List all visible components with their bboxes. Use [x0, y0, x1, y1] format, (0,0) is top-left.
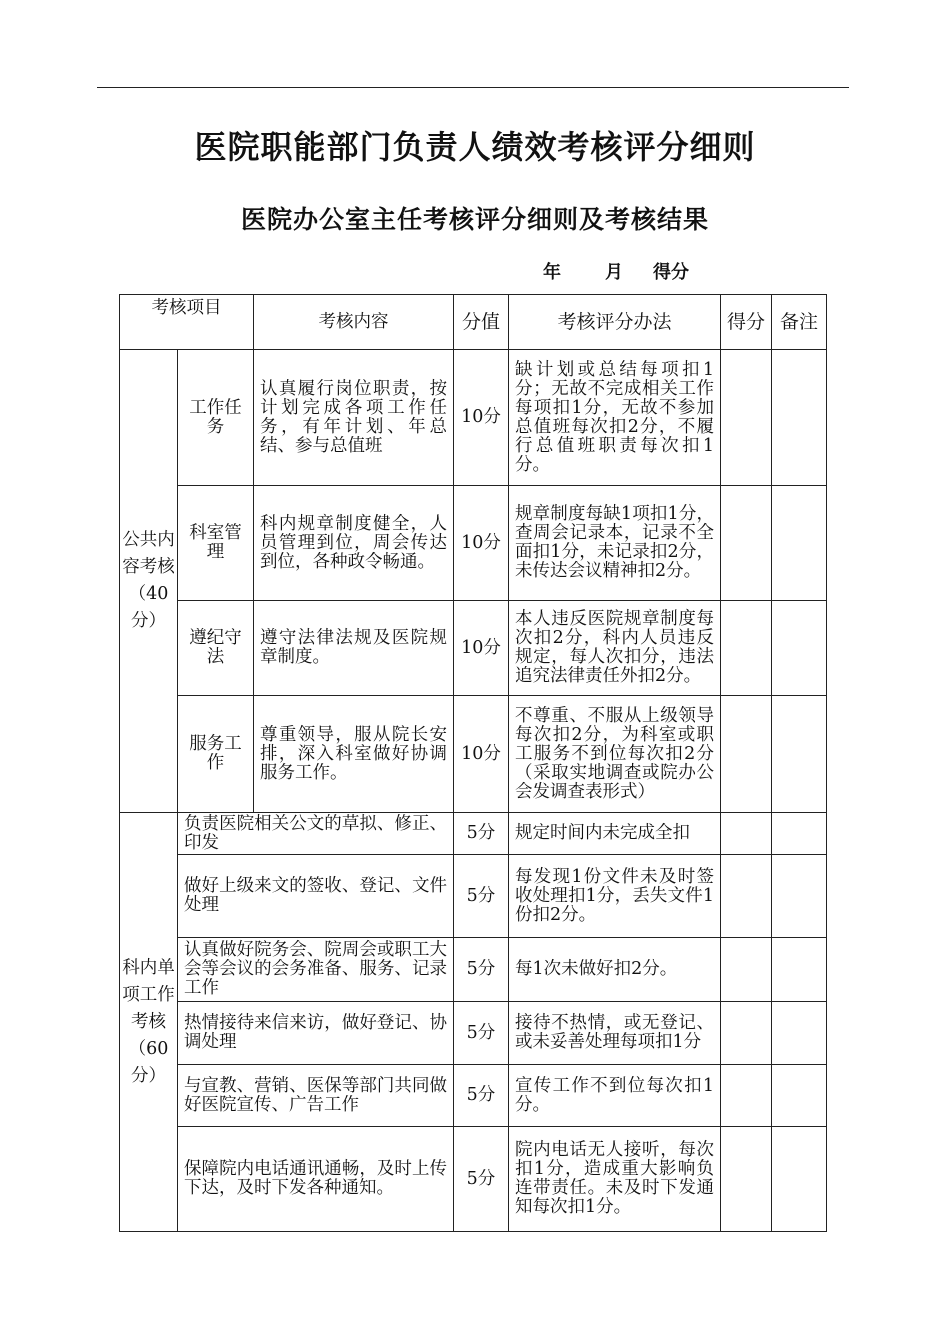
content-cell: 做好上级来文的签收、登记、文件处理: [178, 855, 454, 938]
sub-item: 工作任务: [178, 350, 254, 486]
got-cell: [721, 350, 772, 486]
remark-cell: [772, 601, 827, 696]
method-cell: 不尊重、不服从上级领导每次扣2分，为科室或职工服务不到位每次扣2分（采取实地调查或院办公会发调查表形式）: [509, 696, 721, 813]
table-header-row: [120, 295, 827, 350]
content-cell: 尊重领导，服从院长安排，深入科室做好协调服务工作。: [254, 696, 454, 813]
remark-cell: [772, 813, 827, 855]
table-row: [120, 696, 827, 813]
content-cell: 认真做好院务会、院周会或职工大会等会议的会务准备、服务、记录工作: [178, 938, 454, 1002]
value-cell: 5分: [454, 1065, 509, 1127]
content-cell: 认真履行岗位职责，按计划完成各项工作任务，有年计划、年总结、参与总值班: [254, 350, 454, 486]
got-cell: [721, 601, 772, 696]
remark-cell: [772, 696, 827, 813]
remark-cell: [772, 938, 827, 1002]
score-label: 得分: [653, 262, 689, 283]
method-cell: 院内电话无人接听，每次扣1分，造成重大影响负连带责任。未及时下发通知每次扣1分。: [509, 1127, 721, 1232]
page-title: 医院职能部门负责人绩效考核评分细则: [194, 128, 756, 166]
remark-cell: [772, 350, 827, 486]
value-cell: 5分: [454, 1002, 509, 1065]
got-cell: [721, 1127, 772, 1232]
evaluation-table: [119, 294, 827, 1232]
value-cell: 5分: [454, 938, 509, 1002]
sub-item: 服务工作: [178, 696, 254, 813]
method-cell: 规章制度每缺1项扣1分，查周会记录本，记录不全面扣1分，未记录扣2分，未传达会议精神扣2分。: [509, 486, 721, 601]
method-cell: 规定时间内未完成全扣: [509, 813, 721, 855]
sub-item: 科室管理: [178, 486, 254, 601]
month-label: 月: [605, 262, 623, 283]
got-cell: [721, 1065, 772, 1127]
got-cell: [721, 486, 772, 601]
content-cell: 与宣教、营销、医保等部门共同做好医院宣传、广告工作: [178, 1065, 454, 1127]
table-row: [120, 855, 827, 938]
value-cell: 5分: [454, 813, 509, 855]
date-score-line: [543, 258, 689, 284]
table-row: [120, 1065, 827, 1127]
method-cell: 缺计划或总结每项扣1分；无故不完成相关工作每项扣1分，无故不参加总值班每次扣2分，不履行总值班职责每次扣1分。: [509, 350, 721, 486]
got-cell: [721, 938, 772, 1002]
remark-cell: [772, 486, 827, 601]
method-cell: 宣传工作不到位每次扣1分。: [509, 1065, 721, 1127]
year-label: 年: [543, 262, 561, 283]
content-cell: 热情接待来信来访，做好登记、协调处理: [178, 1002, 454, 1065]
got-cell: [721, 855, 772, 938]
method-cell: 每1次未做好扣2分。: [509, 938, 721, 1002]
header-content: 考核内容: [254, 295, 454, 350]
got-cell: [721, 813, 772, 855]
value-cell: 10分: [454, 350, 509, 486]
header-method: 考核评分办法: [509, 295, 721, 350]
value-cell: 5分: [454, 855, 509, 938]
remark-cell: [772, 855, 827, 938]
header-value: 分值: [454, 295, 509, 350]
table-row: [120, 1002, 827, 1065]
table-row: [120, 1127, 827, 1232]
sub-item: 遵纪守法: [178, 601, 254, 696]
header-remark: 备注: [772, 295, 827, 350]
method-cell: 每发现1份文件未及时签收处理扣1分，丢失文件1份扣2分。: [509, 855, 721, 938]
remark-cell: [772, 1127, 827, 1232]
value-cell: 10分: [454, 486, 509, 601]
table-row: [120, 601, 827, 696]
group2-label: 科内单项工作考核（60分）: [120, 813, 178, 1232]
table-row: [120, 486, 827, 601]
method-cell: 接待不热情，或无登记、或未妥善处理每项扣1分: [509, 1002, 721, 1065]
header-item: 考核项目: [120, 295, 254, 350]
content-cell: 保障院内电话通讯通畅，及时上传下达，及时下发各种通知。: [178, 1127, 454, 1232]
value-cell: 5分: [454, 1127, 509, 1232]
got-cell: [721, 1002, 772, 1065]
content-cell: 负责医院相关公文的草拟、修正、印发: [178, 813, 454, 855]
table-row: [120, 938, 827, 1002]
table-row: [120, 813, 827, 855]
table-row: [120, 350, 827, 486]
method-cell: 本人违反医院规章制度每次扣2分，科内人员违反规定，每人次扣分，违法追究法律责任外扣2分。: [509, 601, 721, 696]
header-rule: [97, 87, 849, 88]
content-cell: 科内规章制度健全，人员管理到位，周会传达到位，各种政令畅通。: [254, 486, 454, 601]
value-cell: 10分: [454, 696, 509, 813]
content-cell: 遵守法律法规及医院规章制度。: [254, 601, 454, 696]
value-cell: 10分: [454, 601, 509, 696]
remark-cell: [772, 1002, 827, 1065]
remark-cell: [772, 1065, 827, 1127]
page-subtitle: 医院办公室主任考核评分细则及考核结果: [240, 205, 709, 234]
group1-label: 公共内容考核（40分）: [120, 350, 178, 813]
got-cell: [721, 696, 772, 813]
header-got: 得分: [721, 295, 772, 350]
